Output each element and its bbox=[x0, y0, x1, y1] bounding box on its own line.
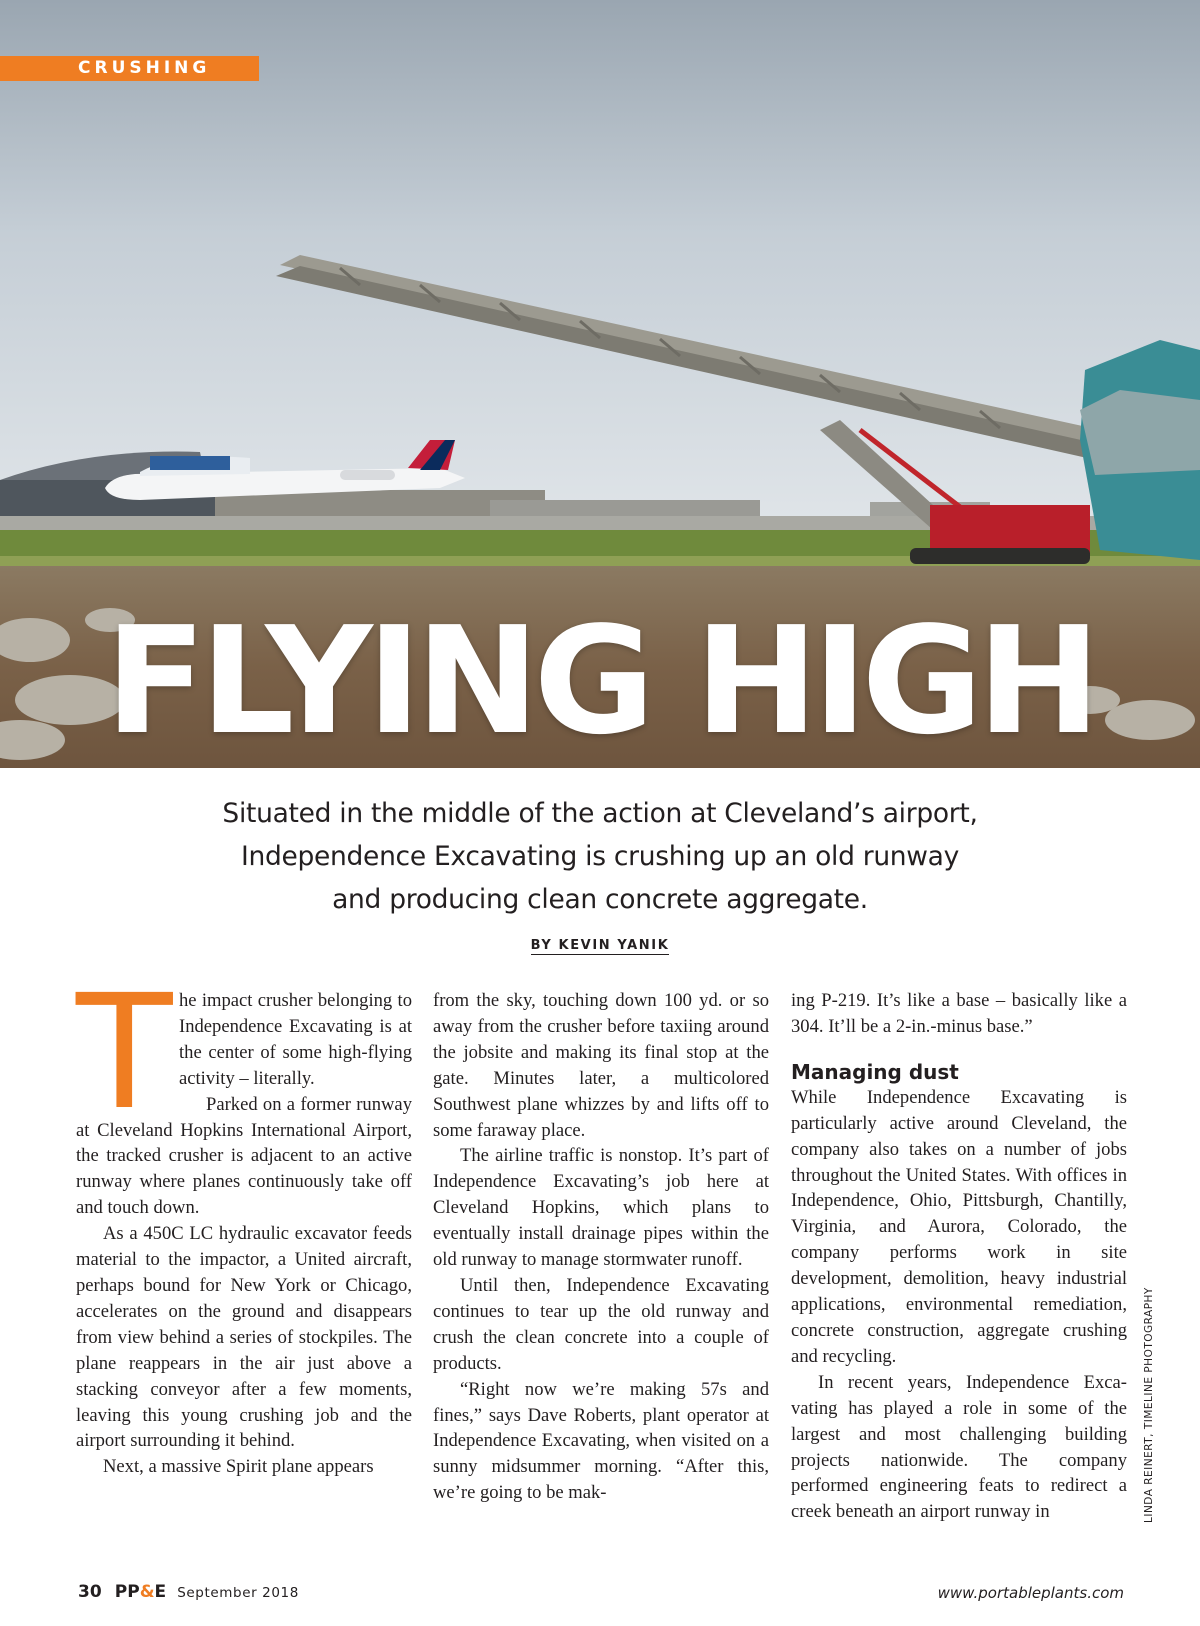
article-column-2 bbox=[433, 988, 769, 1506]
page-number: 30 bbox=[78, 1582, 102, 1602]
byline bbox=[0, 938, 1200, 953]
impact-crusher bbox=[1080, 340, 1200, 560]
article-column-1 bbox=[76, 961, 412, 1480]
deck-line: Situated in the middle of the action at Cleveland’s airport, bbox=[222, 798, 978, 829]
hero-photo bbox=[0, 0, 1200, 768]
paragraph: he impact crusher belonging to Independence Excavating is at the center of some high-flying activity – literally. bbox=[179, 990, 412, 1089]
section-tag: CRUSHING bbox=[0, 56, 259, 81]
footer-folio bbox=[78, 1582, 299, 1602]
article-column-3 bbox=[791, 988, 1127, 1525]
deck bbox=[150, 792, 1050, 921]
drop-cap-letter: T bbox=[76, 961, 173, 1145]
paragraph: The airline traffic is nonstop. It’s part of Independence Excavating’s job here at Cleveland Hopkins, which plans to eventually install drainage pipes within the old runway to manage stormwater runoff. bbox=[433, 1145, 769, 1271]
paragraph: Parked on a former runway at Cleveland Hopkins International Airport, the tracked crusher is adjacent to an active runway where planes continuously take off and touch down. bbox=[76, 1093, 412, 1219]
paragraph: Next, a massive Spirit plane appears bbox=[103, 1456, 374, 1478]
paragraph: Until then, Independence Excavating continues to tear up the old runway and crush the clean concrete into a couple of products. bbox=[433, 1274, 769, 1374]
paragraph: As a 450C LC hydraulic excavator feeds material to the impactor, a United aircraft, perhaps bound for New York or Chicago, accelerates on the ground and disappears from view behind a series of stockpiles. The plane reappears in the air just above a stacking conveyor after a few moments, leaving this young crushing job and the airport surrounding it behind. bbox=[76, 1223, 412, 1452]
website-url: www.portableplants.com bbox=[937, 1584, 1124, 1602]
paragraph: from the sky, touching down 100 yd. or so away from the crusher before taxiing around the jobsite and making its final stop at the gate. Minutes later, a multicolored Southwest plane whizzes by and lifts off to some faraway place. bbox=[433, 990, 769, 1141]
photo-credit: LINDA REINERT, TIMELINE PHOTOGRAPHY bbox=[1143, 1287, 1155, 1523]
pub-left: PP bbox=[114, 1582, 140, 1602]
paragraph: ing P-219. It’s like a base – basically like a 304. It’ll be a 2-in.-minus base.” bbox=[791, 990, 1127, 1037]
paragraph: “Right now we’re making 57s and fines,” says Dave Roberts, plant operator at Independence Excavating, when visited on a sunny midsummer morning. “After this, we’re going to be mak- bbox=[433, 1378, 769, 1504]
byline-text: BY KEVIN YANIK bbox=[530, 938, 670, 953]
publication-logo bbox=[115, 1582, 166, 1602]
pub-right: E bbox=[154, 1582, 167, 1602]
issue-date: September 2018 bbox=[177, 1585, 299, 1601]
pub-amp: & bbox=[139, 1582, 155, 1602]
deck-line: and producing clean concrete aggregate. bbox=[332, 884, 868, 915]
deck-line: Independence Excavating is crushing up an old runway bbox=[240, 841, 960, 872]
paragraph: While Independence Excavating is particularly active around Cleveland, the company also takes on a number of jobs throughout the United States. With offices in Independence, Ohio, Pittsburgh, Chantilly, Virginia, and Aurora, Colorado, the company performs work in site development, demolition, heavy industrial applications, environmental remediation, concrete construction, aggregate crushing and recycling. bbox=[791, 1086, 1127, 1367]
paragraph: In recent years, Independence Excavating has played a role in some of the largest and most challenging building projects nationwide. The company performed engineering feats to redirect a creek beneath an airport runway in bbox=[791, 1371, 1127, 1523]
drop-cap bbox=[76, 961, 173, 1145]
subhead: Managing dust bbox=[791, 1059, 959, 1084]
headline: FLYING HIGH bbox=[105, 595, 1095, 767]
